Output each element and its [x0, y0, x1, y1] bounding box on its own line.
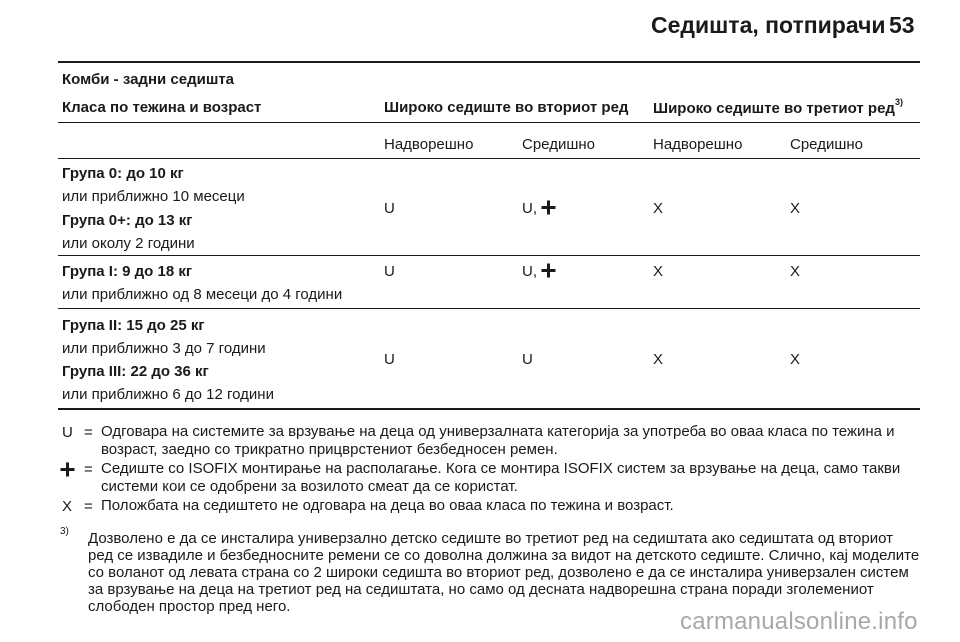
- row-label: Група III: 22 до 36 кг: [62, 363, 209, 380]
- legend-text: Положбата на седиштето не одговара на деца во оваа класа по тежина и возраст.: [101, 497, 674, 514]
- row-sublabel: или приближно 3 до 7 години: [62, 340, 266, 357]
- subheader-rule: [58, 158, 920, 159]
- table-head-rule: [58, 122, 920, 123]
- header-rule: [58, 61, 920, 63]
- cell-value: X: [790, 263, 801, 280]
- legend-equals: =: [84, 498, 93, 515]
- row-divider: [58, 308, 920, 309]
- row-sublabel: или приближно од 8 месеци до 4 години: [62, 286, 343, 303]
- cell-value: U: [522, 351, 533, 368]
- footnote-text: Дозволено е да се инсталира универзално детско седиште во третиот ред на седиштата ако седиштата од вториот ред се извадиле и безбедносните ремени се со доволна должина за видот на детското седиште. Слично, кај моделите со воланот од левата страна со 2 широки седишта во вториот ред, дозволено е да се инсталира универзален систем за врзување на деца на третиот ред на седиштата, но само од десната надворешна страна поради зголемениот слободен простор пред него.: [88, 530, 920, 615]
- cell-value: X: [790, 351, 801, 368]
- row-sublabel: или приближно 6 до 12 години: [62, 386, 274, 403]
- cell-value: U: [384, 351, 395, 368]
- legend-symbol: U: [62, 424, 73, 441]
- row-label: Група II: 15 до 25 кг: [62, 317, 205, 334]
- row-divider: [58, 255, 920, 256]
- column-header-third-row-text: Широко седиште во третиот ред: [653, 100, 895, 117]
- cell-value: X: [790, 200, 801, 217]
- cell-value-text: U,: [522, 200, 537, 217]
- legend-symbol: X: [62, 498, 73, 515]
- column-header-class: Класа по тежина и возраст: [62, 99, 262, 116]
- section-title: Комби - задни седишта: [62, 71, 235, 88]
- legend-text: Седиште со ISOFIX монтирање на располагање. Кога се монтира ISOFIX систем за врзување на деца, само такви системи кои се одобрени за возилото смеат да се користат.: [101, 460, 901, 495]
- row-sublabel: или приближно 10 месеци: [62, 188, 245, 205]
- row-label: Група I: 9 до 18 кг: [62, 263, 193, 280]
- legend-equals: =: [84, 424, 93, 441]
- cell-value-text: U,: [522, 263, 537, 280]
- subheader-outer-3rd: Надворешно: [653, 136, 743, 153]
- footnote-ref: 3): [894, 97, 903, 107]
- cell-value: [522, 263, 556, 280]
- row-sublabel: или околу 2 години: [62, 235, 195, 252]
- legend-text: Одговара на системите за врзување на деца од универзалната категорија за употреба во оваа класа по тежина и возраст, заедно со трикратно прицврстениот безбедносен ремен.: [101, 423, 895, 458]
- page-number: 53: [889, 12, 915, 38]
- isofix-plus-icon: [541, 263, 556, 278]
- cell-value: U: [384, 200, 395, 217]
- table-end-rule: [58, 408, 920, 410]
- row-label: Група 0+: до 13 кг: [62, 212, 193, 229]
- row-label: Група 0: до 10 кг: [62, 165, 184, 182]
- cell-value: X: [653, 263, 664, 280]
- cell-value: [522, 200, 556, 217]
- column-header-second-row: Широко седиште во вториот ред: [384, 99, 629, 116]
- page-header-title: Седишта, потпирачи: [651, 12, 886, 38]
- subheader-outer-2nd: Надворешно: [384, 136, 474, 153]
- watermark: carmanualsonline.info: [680, 608, 918, 635]
- isofix-plus-icon: [541, 200, 556, 215]
- isofix-plus-icon: [60, 462, 75, 477]
- legend-equals: =: [84, 461, 93, 478]
- column-header-third-row: [653, 99, 903, 117]
- subheader-center-2nd: Средишно: [522, 136, 595, 153]
- cell-value: X: [653, 200, 664, 217]
- subheader-center-3rd: Средишно: [790, 136, 863, 153]
- cell-value: X: [653, 351, 664, 368]
- footnote-mark: 3): [60, 526, 69, 537]
- cell-value: U: [384, 263, 395, 280]
